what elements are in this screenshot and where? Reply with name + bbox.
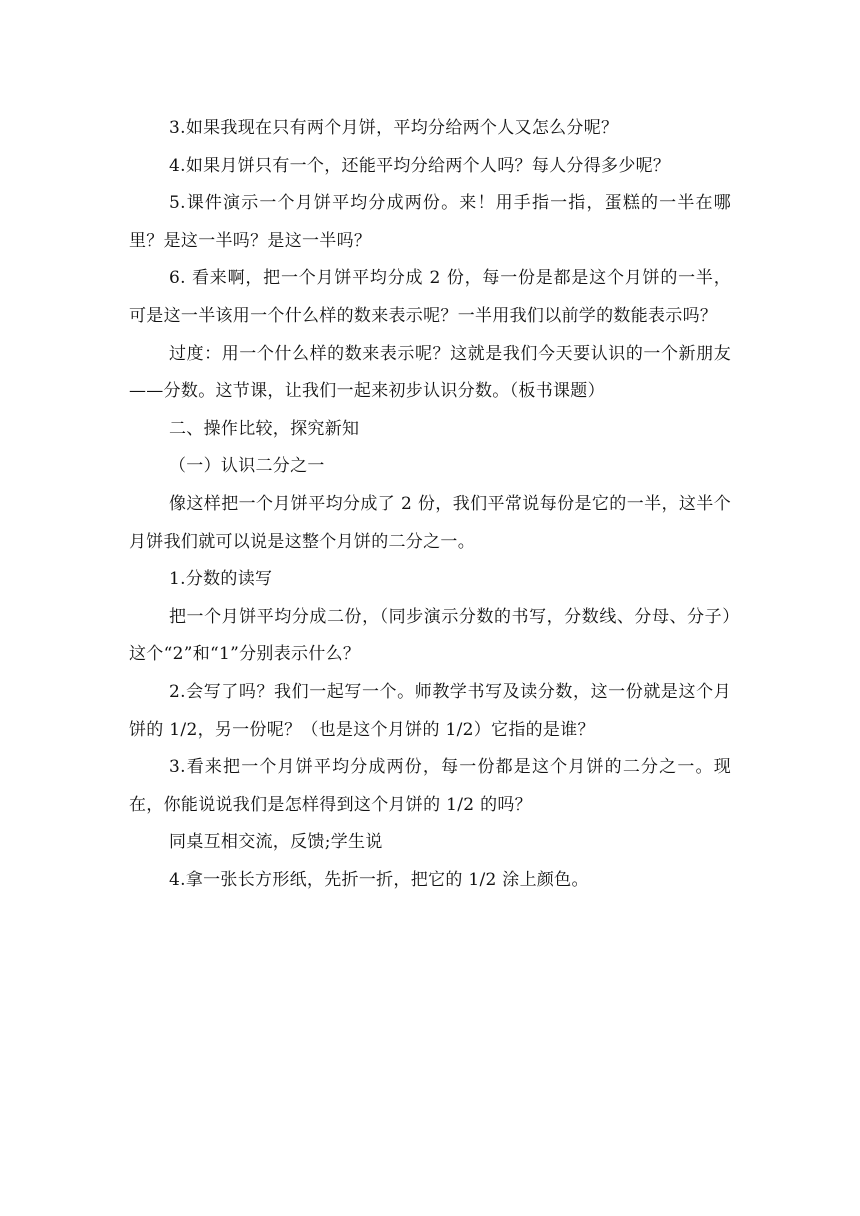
paragraph-fraction-writing: 把一个月饼平均分成二份，（同步演示分数的书写，分数线、分母、分子）这个“2”和“1”分别表示什么？ — [129, 606, 731, 665]
paragraph-one-half-intro: 像这样把一个月饼平均分成了 2 份，我们平常说每份是它的一半，这半个月饼我们就可以说是这整个月饼的二分之一。 — [129, 493, 731, 552]
item-heading-read-write: 1.分数的读写 — [169, 569, 273, 590]
paragraph-q6-half: 6. 看来啊，把一个月饼平均分成 2 份，每一份是都是这个月饼的一半，可是这一半该用一个什么样的数来表示呢？一半用我们以前学的数能表示吗？ — [129, 268, 731, 326]
paragraph-paper-fold: 4.拿一张长方形纸，先折一折，把它的 1/2 涂上颜色。 — [169, 869, 589, 890]
paragraph-q3-two-mooncakes: 3.如果我现在只有两个月饼，平均分给两个人又怎么分呢？ — [169, 118, 619, 138]
document-page — [129, 110, 731, 899]
paragraph-transition: 过度：用一个什么样的数来表示呢？这就是我们今天要认识的一个新朋友——分数。这节课，让我们一起来初步认识分数。（板书课题） — [129, 343, 731, 402]
subsection-heading-one-half: （一）认识二分之一 — [169, 456, 325, 477]
paragraph-q4-one-mooncake: 4.如果月饼只有一个，还能平均分给两个人吗？每人分得多少呢？ — [169, 155, 671, 176]
paragraph-how-obtained: 3.看来把一个月饼平均分成两份，每一份都是这个月饼的二分之一。现在，你能说说我们是怎样得到这个月饼的 1/2 的吗？ — [129, 757, 731, 815]
paragraph-q5-demo: 5.课件演示一个月饼平均分成两份。来！用手指一指，蛋糕的一半在哪里？是这一半吗？是这一半吗？ — [129, 193, 731, 251]
section-heading-explore: 二、操作比较，探究新知 — [169, 418, 360, 439]
paragraph-desk-mates: 同桌互相交流，反馈;学生说 — [169, 832, 383, 853]
paragraph-write-together: 2.会写了吗？我们一起写一个。师教学书写及读分数，这一份就是这个月饼的 1/2，另一份呢？（也是这个月饼的 1/2）它指的是谁？ — [129, 681, 731, 740]
